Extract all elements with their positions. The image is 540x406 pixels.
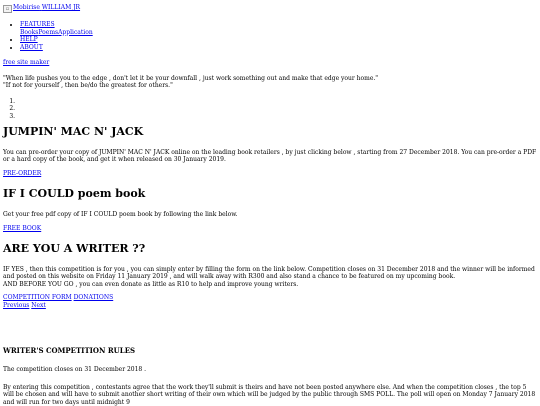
carousel-controls [3,302,537,310]
site-maker-block [3,59,537,67]
carousel-next-link[interactable]: Next [31,302,46,309]
quote-2: "If not for yourself , then be/do the greatest for others." [3,82,537,90]
logo-alt-text: Mobirise [13,4,40,11]
nav-link-help[interactable]: HELP [20,36,38,43]
features-submenu [20,29,537,37]
section-writer [3,242,537,309]
free-book-button[interactable]: FREE BOOK [3,225,537,233]
brand-name: WILLIAM JR [42,4,80,11]
nav-item-about [20,44,537,52]
nav-item-help [20,36,537,44]
nav-link-features[interactable]: FEATURES [20,21,55,28]
section-title-if-i-could: IF I COULD poem book [3,187,537,201]
competition-form-button[interactable]: COMPETITION FORM [3,294,72,301]
header [3,4,537,13]
rules-paragraph-1: The competition closes on 31 December 2018 . [3,366,537,374]
rules-title: WRITER'S COMPETITION RULES [3,347,537,356]
section-if-i-could [3,187,537,232]
section-desc-jumpin: You can pre-order your copy of JUMPIN' MAC N' JACK online on the leading book retailers , by just clicking below , starting from 27 December 2018. You can pre-order a PDF or a hard copy of the book, and get it when released on 30 January 2019. [3,149,537,164]
site-maker-link[interactable]: free site maker [3,59,49,66]
nav-link-about[interactable]: ABOUT [20,44,43,51]
rules-paragraph-2: By entering this competition , contestants agree that the work they'll submit is theirs and have not been posted anywhere else. And when the competition closes , the top 5 will be chosen and will have to submit another short writing of their own which will be judged by the public through SMS POLL. The poll will open on Monday 7 January 2018 and will run for two days until midnight 9 [3,384,537,406]
section-desc2-writer: AND BEFORE YOU GO , you can even donate as little as R10 to help and improve young writers. [3,281,537,289]
section-title-writer: ARE YOU A WRITER ?? [3,242,537,256]
submenu-poems[interactable]: Poems [38,29,58,36]
section-title-jumpin: JUMPIN' MAC N' JACK [3,125,537,139]
pre-order-button[interactable]: PRE-ORDER [3,170,537,178]
main-nav [3,21,537,51]
carousel-indicator-2[interactable] [17,105,537,113]
section-desc-if-i-could: Get your free pdf copy of IF I COULD poem book by following the link below. [3,211,537,219]
rules-section [3,347,537,406]
quotes-block [3,75,537,90]
brand-link[interactable] [3,4,537,13]
image-icon: ▫ [3,5,12,13]
submenu-application[interactable]: Application [58,29,93,36]
submenu-books[interactable]: Books [20,29,38,36]
nav-item-features [20,21,537,36]
carousel-indicator-3[interactable] [17,113,537,121]
donations-button[interactable]: DONATIONS [74,294,114,301]
carousel-previous-link[interactable]: Previous [3,302,29,309]
carousel-indicator-1[interactable] [17,98,537,106]
section-desc-writer: IF YES , then this competition is for you , you can simply enter by filling the form on the link below. Competition closes on 31 December 2018 and the winner will be informed and posted on this website on Friday 11 January 2019 , and will walk away with R300 and also stand a chance to be featured on my upcoming book. [3,266,537,281]
section-jumpin [3,125,537,177]
quote-1: "When life pushes you to the edge , don't let it be your downfall , just work something out and make that edge your home." [3,75,537,83]
writer-buttons [3,294,537,302]
carousel-indicators [3,98,537,121]
